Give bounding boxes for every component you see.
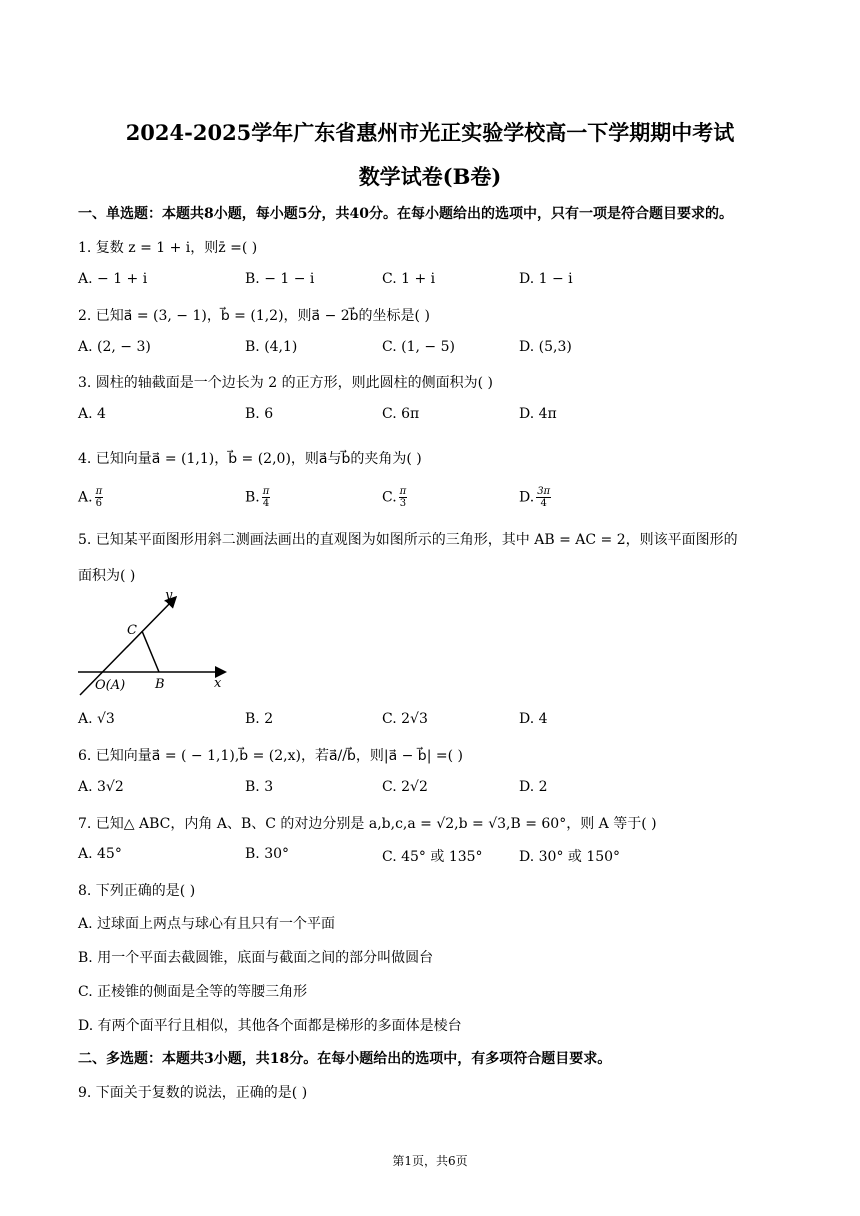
q6-options: [78, 779, 778, 799]
q2-option-b: B. (4,1): [245, 339, 298, 355]
q7-option-b: B. 30°: [245, 846, 290, 862]
q3-options: [78, 406, 778, 426]
label-x: x: [214, 676, 222, 691]
q3-option-d: D. 4π: [519, 406, 557, 422]
q8-stem: 8. 下列正确的是( ): [78, 883, 196, 899]
q1-option-b: B. − 1 − i: [245, 271, 315, 287]
q2-option-d: D. (5,3): [519, 339, 572, 355]
q5-figure: [76, 588, 236, 698]
label-c: C: [127, 623, 137, 638]
q1-option-c: C. 1 + i: [382, 271, 436, 287]
q1-stem: 1. 复数 z = 1 + i，则z̄ =( ): [78, 240, 258, 256]
q6-option-d: D. 2: [519, 779, 548, 795]
q2-options: [78, 339, 778, 359]
q7-option-d: D. 30° 或 150°: [519, 849, 621, 865]
exam-title-line1: 2024-2025学年广东省惠州市光正实验学校高一下学期期中考试: [125, 120, 735, 145]
q7-options: [78, 846, 778, 866]
q1-options: [78, 271, 778, 291]
q6-stem: 6. 已知向量a⃗ = ( − 1,1),b⃗ = (2,x)，若a⃗//b⃗，则|a⃗ − b⃗| =( ): [78, 748, 463, 764]
label-b: B: [155, 677, 165, 692]
label-o-a: O(A): [95, 678, 126, 693]
q3-option-b: B. 6: [245, 406, 274, 422]
q5-stem-line2: 面积为( ): [78, 568, 136, 584]
q3-option-c: C. 6π: [382, 406, 420, 422]
label-y: y: [165, 588, 173, 603]
q7-option-c: C. 45° 或 135°: [382, 849, 483, 865]
q9-stem: 9. 下面关于复数的说法，正确的是( ): [78, 1085, 308, 1101]
q4-option-b: B. $\frac{\pi}{4}$: [245, 486, 270, 509]
q2-option-c: C. (1, − 5): [382, 339, 455, 355]
q5-stem-line1: 5. 已知某平面图形用斜二测画法画出的直观图为如图所示的三角形，其中 AB = AC = 2，则该平面图形的: [78, 532, 738, 548]
q3-stem: 3. 圆柱的轴截面是一个边长为 2 的正方形，则此圆柱的侧面积为( ): [78, 375, 493, 391]
q2-option-a: A. (2, − 3): [78, 339, 151, 355]
q4-option-d: D. $\frac{3\pi}{4}$: [519, 486, 551, 509]
page-footer: 第1页，共6页: [392, 1154, 468, 1168]
section1-heading: 一、单选题：本题共8小题，每小题5分，共40分。在每小题给出的选项中，只有一项是符合题目要求的。: [78, 206, 733, 222]
q5-option-c: C. 2√3: [382, 711, 428, 727]
q4-options: [78, 486, 778, 516]
q8-choice-c: C. 正棱锥的侧面是全等的等腰三角形: [78, 984, 308, 1000]
q5-options: [78, 711, 778, 731]
q8-choice-d: D. 有两个面平行且相似，其他各个面都是梯形的多面体是棱台: [78, 1018, 462, 1034]
q1-option-d: D. 1 − i: [519, 271, 573, 287]
q8-choice-a: A. 过球面上两点与球心有且只有一个平面: [78, 916, 336, 932]
section2-heading: 二、多选题：本题共3小题，共18分。在每小题给出的选项中，有多项符合题目要求。: [78, 1051, 612, 1067]
q5-option-b: B. 2: [245, 711, 274, 727]
q6-option-c: C. 2√2: [382, 779, 428, 795]
q3-option-a: A. 4: [78, 406, 106, 422]
q5-option-a: A. √3: [78, 711, 115, 727]
q7-option-a: A. 45°: [78, 846, 122, 862]
q5-option-d: D. 4: [519, 711, 548, 727]
q2-stem: 2. 已知a⃗ = (3, − 1)，b⃗ = (1,2)，则a⃗ − 2b⃗的坐标是( ): [78, 308, 430, 324]
segment-cb: [142, 631, 159, 672]
q4-stem: 4. 已知向量a⃗ = (1,1)，b⃗ = (2,0)，则a⃗与b⃗的夹角为( ): [78, 451, 422, 467]
q6-option-b: B. 3: [245, 779, 274, 795]
q7-stem: 7. 已知△ ABC，内角 A、B、C 的对边分别是 a,b,c,a = √2,b = √3,B = 60°，则 A 等于( ): [78, 816, 657, 832]
q4-option-c: C. $\frac{\pi}{3}$: [382, 486, 407, 509]
q8-choice-b: B. 用一个平面去截圆锥，底面与截面之间的部分叫做圆台: [78, 950, 434, 966]
exam-title-line2: 数学试卷(B卷): [358, 164, 502, 189]
q4-option-a: A. $\frac{\pi}{6}$: [78, 486, 103, 509]
q6-option-a: A. 3√2: [78, 779, 124, 795]
q1-option-a: A. − 1 + i: [78, 271, 148, 287]
